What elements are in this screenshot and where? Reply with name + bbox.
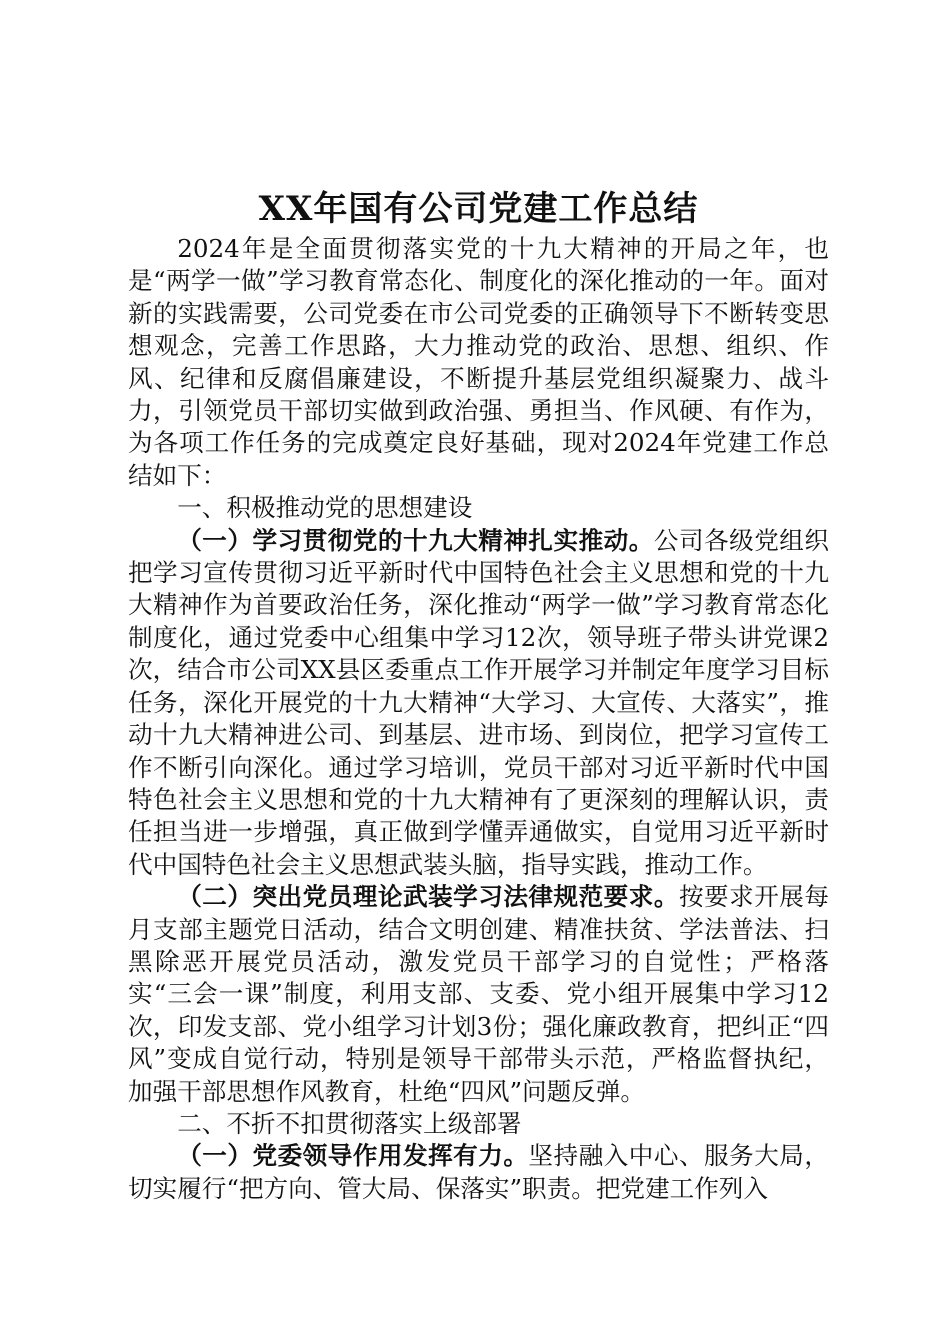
- section-1-item-1-text: 公司各级党组织把学习宣传贯彻习近平新时代中国特色社会主义思想和党的十九大精神作为首要政治任务，深化推动“两学一做”学习教育常态化制度化，通过党委中心组集中学习12次，领导班子带头讲党课2次，结合市公司XX县区委重点工作开展学习并制定年度学习目标任务，深化开展党的十九大精神“大学习、大宣传、大落实”，推动十九大精神进公司、到基层、进市场、到岗位，把学习宣传工作不断引向深化。通过学习培训，党员干部对习近平新时代中国特色社会主义思想和党的十九大精神有了更深刻的理解认识，责任担当进一步增强，真正做到学懂弄通做实，自觉用习近平新时代中国特色社会主义思想武装头脑，指导实践，推动工作。: [128, 525, 829, 879]
- section-1-item-2-text: 按要求开展每月支部主题党日活动，结合文明创建、精准扶贫、学法普法、扫黑除恶开展党员活动，激发党员干部学习的自觉性；严格落实“三会一课”制度，利用支部、支委、党小组开展集中学习12次，印发支部、党小组学习计划3份；强化廉政教育，把纠正“四风”变成自觉行动，特别是领导干部带头示范，严格监督执纪，加强干部思想作风教育，杜绝“四风”问题反弹。: [128, 882, 829, 1106]
- section-2-item-1-text: 坚持融入中心、服务大局，切实履行“把方向、管大局、保落实”职责。把党建工作列入: [128, 1141, 829, 1203]
- section-2-item-1: [128, 1140, 829, 1205]
- document-body: [128, 187, 829, 1205]
- section-1-heading: 一、积极推动党的思想建设: [177, 493, 473, 523]
- section-1-item-2: [128, 881, 829, 1108]
- section-1-item-1: [128, 525, 829, 881]
- document-title: XX年国有公司党建工作总结: [258, 189, 699, 229]
- section-2-heading: 二、不折不扣贯彻落实上级部署: [177, 1108, 522, 1138]
- section-1-item-2-lead: （二）突出党员理论武装学习法律规范要求。: [177, 882, 679, 912]
- section-2-item-1-lead: （一）党委领导作用发挥有力。: [177, 1141, 529, 1171]
- intro-paragraph: 2024年是全面贯彻落实党的十九大精神的开局之年，也是“两学一做”学习教育常态化、制度化的深化推动的一年。面对新的实践需要，公司党委在市公司党委的正确领导下不断转变思想观念，完善工作思路，大力推动党的政治、思想、组织、作风、纪律和反腐倡廉建设，不断提升基层党组织凝聚力、战斗力，引领党员干部切实做到政治强、勇担当、作风硬、有作为，为各项工作任务的完成奠定良好基础，现对2024年党建工作总结如下：: [128, 234, 829, 490]
- section-1-item-1-lead: （一）学习贯彻党的十九大精神扎实推动。: [177, 525, 654, 555]
